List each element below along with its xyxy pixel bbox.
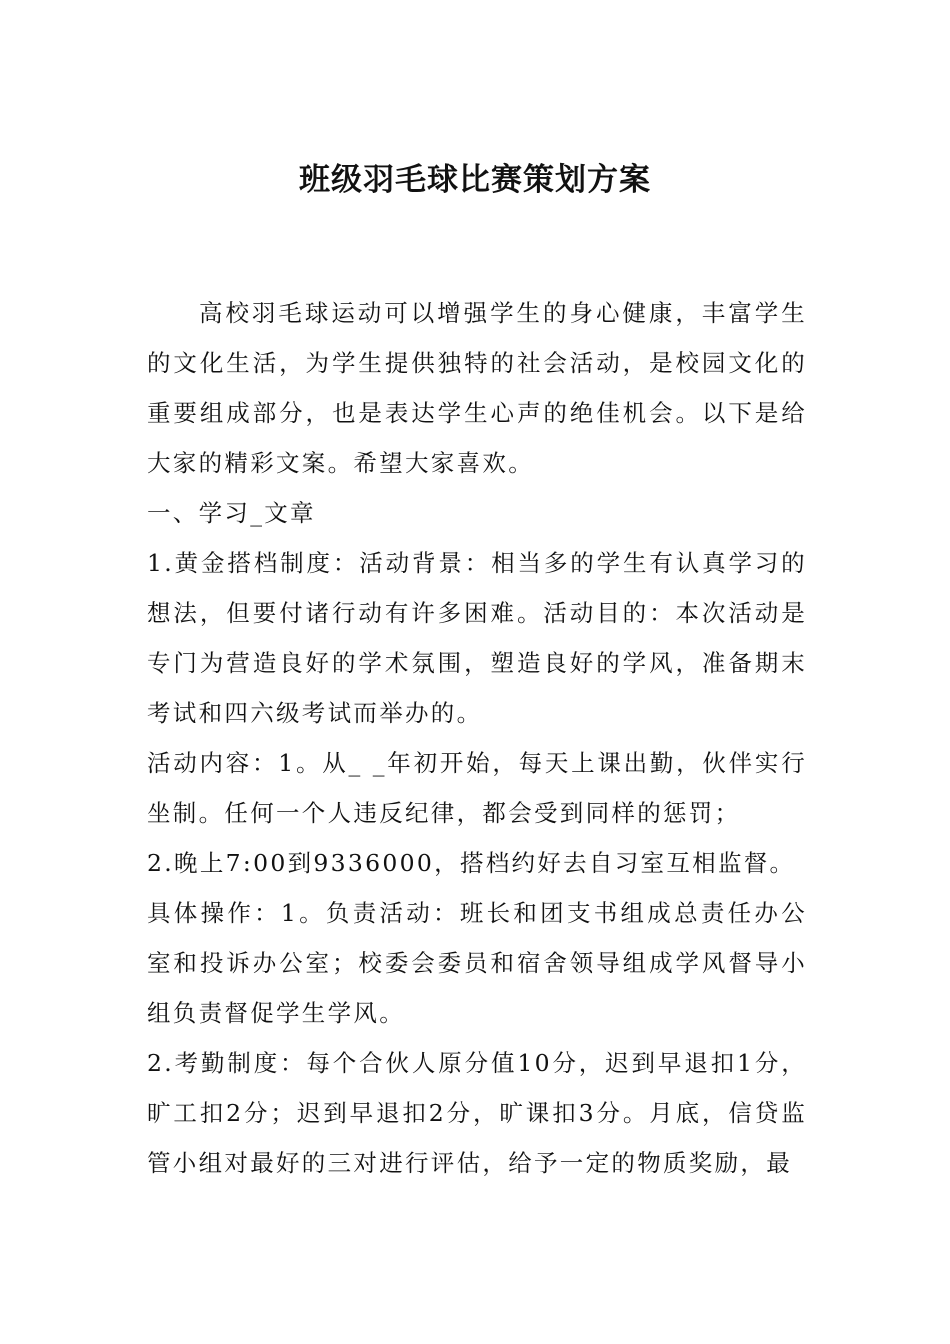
intro-paragraph: 高校羽毛球运动可以增强学生的身心健康，丰富学生的文化生活，为学生提供独特的社会活动，是校园文化的重要组成部分，也是表达学生心声的绝佳机会。以下是给大家的精彩文案。希望大家喜欢。 — [147, 299, 807, 477]
paragraph-evening-schedule: 2.晚上7:00到9336000，搭档约好去自习室互相监督。 — [147, 849, 796, 877]
section-heading: 一、学习_文章 — [147, 499, 316, 527]
paragraph-specific-operation: 具体操作：1。负责活动：班长和团支书组成总责任办公室和投诉办公室；校委会委员和宿舍领导组成学风督导小组负责督促学生学风。 — [147, 899, 807, 1027]
paragraph-activity-content: 活动内容：1。从_ _年初开始，每天上课出勤，伙伴实行坐制。任何一个人违反纪律，都会受到同样的惩罚； — [147, 749, 807, 827]
paragraph-attendance-system: 2.考勤制度：每个合伙人原分值10分，迟到早退扣1分，旷工扣2分；迟到早退扣2分，旷课扣3分。月底，信贷监管小组对最好的三对进行评估，给予一定的物质奖励，最 — [147, 1049, 807, 1177]
document-body — [147, 288, 807, 1188]
paragraph-golden-partner: 1.黄金搭档制度：活动背景：相当多的学生有认真学习的想法，但要付诸行动有许多困难。活动目的：本次活动是专门为营造良好的学术氛围，塑造良好的学风，准备期末考试和四六级考试而举办的。 — [147, 549, 807, 727]
document-title: 班级羽毛球比赛策划方案 — [299, 162, 651, 198]
